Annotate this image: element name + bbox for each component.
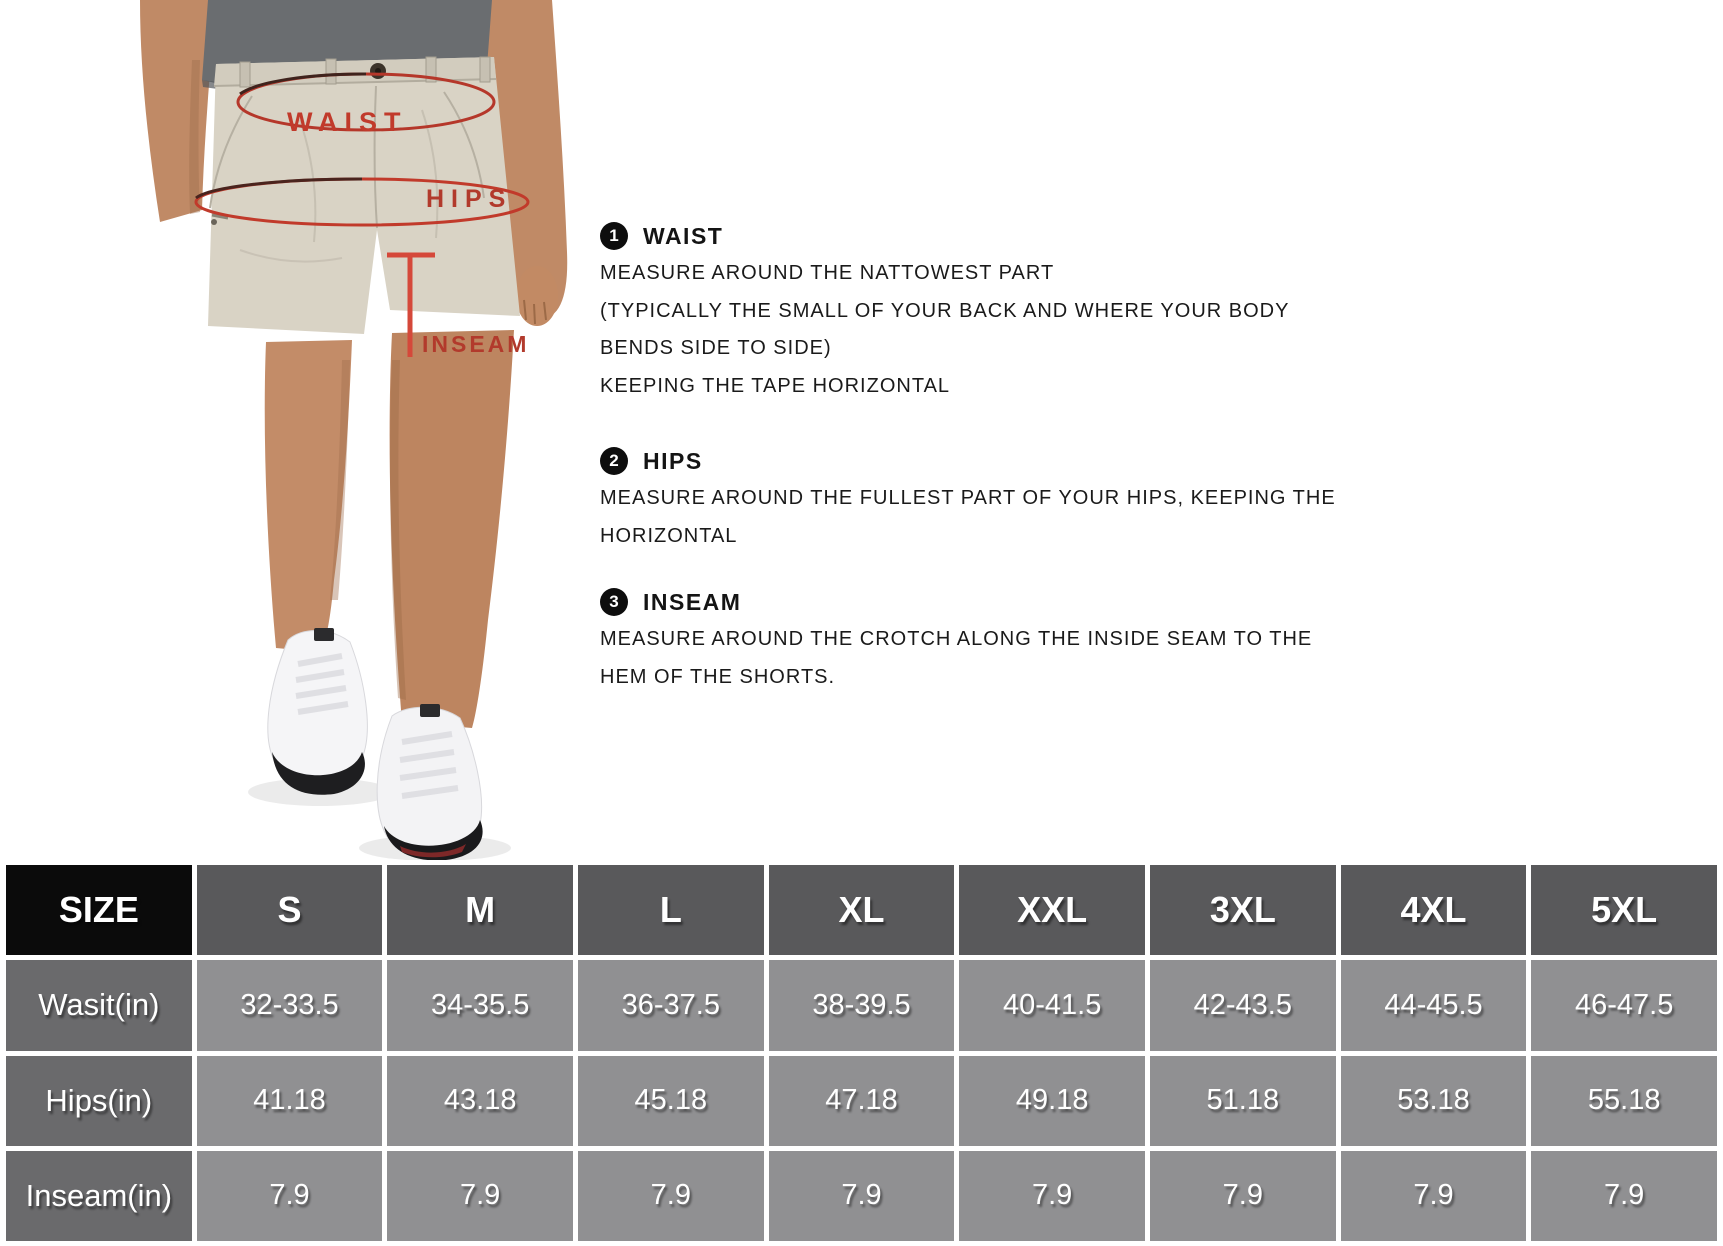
- belt-loop: [326, 59, 336, 84]
- row-label-cell: Hips(in): [6, 1056, 192, 1146]
- value-cell: 41.18: [197, 1056, 383, 1146]
- instruction-line: MEASURE AROUND THE CROTCH ALONG THE INSIDE SEAM TO THE: [600, 628, 1313, 650]
- header-cell: 4XL: [1341, 865, 1527, 955]
- value-cell: 43.18: [387, 1056, 573, 1146]
- right-shoe: [377, 707, 481, 850]
- section-heading: [600, 447, 1430, 475]
- header-cell: XXL: [959, 865, 1145, 955]
- header-cell: M: [387, 865, 573, 955]
- section-heading: [600, 588, 1430, 616]
- row-label-cell: Inseam(in): [6, 1151, 192, 1241]
- waist-annotation-label: WAIST: [287, 107, 408, 137]
- value-cell: 7.9: [1150, 1151, 1336, 1241]
- header-cell: S: [197, 865, 383, 955]
- section-body: [600, 480, 1430, 555]
- header-cell: L: [578, 865, 764, 955]
- value-cell: 32-33.5: [197, 960, 383, 1050]
- instruction-line: MEASURE AROUND THE FULLEST PART OF YOUR HIPS, KEEPING THE: [600, 487, 1336, 509]
- value-cell: 36-37.5: [578, 960, 764, 1050]
- hips-annotation-label: HIPS: [426, 185, 513, 213]
- value-cell: 55.18: [1531, 1056, 1717, 1146]
- belt-loop: [240, 62, 250, 87]
- header-cell-size: SIZE: [6, 865, 192, 955]
- instruction-line: MEASURE AROUND THE NATTOWEST PART: [600, 262, 1055, 284]
- value-cell: 51.18: [1150, 1056, 1336, 1146]
- value-cell: 46-47.5: [1531, 960, 1717, 1050]
- section-body: [600, 621, 1430, 696]
- instruction-section-hips: [600, 447, 1430, 555]
- instruction-line: HORIZONTAL: [600, 524, 738, 547]
- instruction-line: KEEPING THE TAPE HORIZONTAL: [600, 374, 951, 397]
- value-cell: 7.9: [1341, 1151, 1527, 1241]
- number-badge-icon: 1: [600, 222, 628, 250]
- instruction-line: HEM OF THE SHORTS.: [600, 665, 836, 688]
- right-shoe-tag: [420, 704, 440, 717]
- section-title: INSEAM: [643, 588, 742, 615]
- value-cell: 40-41.5: [959, 960, 1145, 1050]
- header-cell: XL: [769, 865, 955, 955]
- row-label-cell: Wasit(in): [6, 960, 192, 1050]
- value-cell: 7.9: [1531, 1151, 1717, 1241]
- value-cell: 47.18: [769, 1056, 955, 1146]
- inseam-annotation-label: INSEAM: [422, 331, 530, 357]
- value-cell: 7.9: [959, 1151, 1145, 1241]
- section-heading: [600, 222, 1430, 250]
- instruction-line: (TYPICALLY THE SMALL OF YOUR BACK AND WHERE YOUR BODY: [600, 299, 1290, 322]
- value-cell: 7.9: [197, 1151, 383, 1241]
- model-photo: [90, 0, 590, 860]
- value-cell: 7.9: [578, 1151, 764, 1241]
- value-cell: 7.9: [769, 1151, 955, 1241]
- left-shoe-tag: [314, 628, 334, 641]
- section-title: HIPS: [643, 447, 703, 474]
- size-table: [0, 860, 1723, 1246]
- section-body: [600, 255, 1430, 405]
- instruction-section-inseam: [600, 588, 1430, 696]
- value-cell: 34-35.5: [387, 960, 573, 1050]
- header-cell: 5XL: [1531, 865, 1717, 955]
- zip-pull: [211, 219, 217, 225]
- value-cell: 45.18: [578, 1056, 764, 1146]
- instruction-line: BENDS SIDE TO SIDE): [600, 337, 832, 359]
- value-cell: 44-45.5: [1341, 960, 1527, 1050]
- section-title: WAIST: [643, 222, 724, 249]
- value-cell: 53.18: [1341, 1056, 1527, 1146]
- instruction-section-waist: [600, 222, 1430, 405]
- belt-loop: [480, 57, 490, 82]
- number-badge-icon: 3: [600, 588, 628, 616]
- header-cell: 3XL: [1150, 865, 1336, 955]
- left-shoe: [268, 630, 368, 777]
- value-cell: 38-39.5: [769, 960, 955, 1050]
- value-cell: 7.9: [387, 1151, 573, 1241]
- number-badge-icon: 2: [600, 447, 628, 475]
- right-leg: [390, 330, 514, 728]
- value-cell: 49.18: [959, 1056, 1145, 1146]
- left-arm: [140, 0, 216, 222]
- right-hand: [516, 266, 558, 326]
- value-cell: 42-43.5: [1150, 960, 1336, 1050]
